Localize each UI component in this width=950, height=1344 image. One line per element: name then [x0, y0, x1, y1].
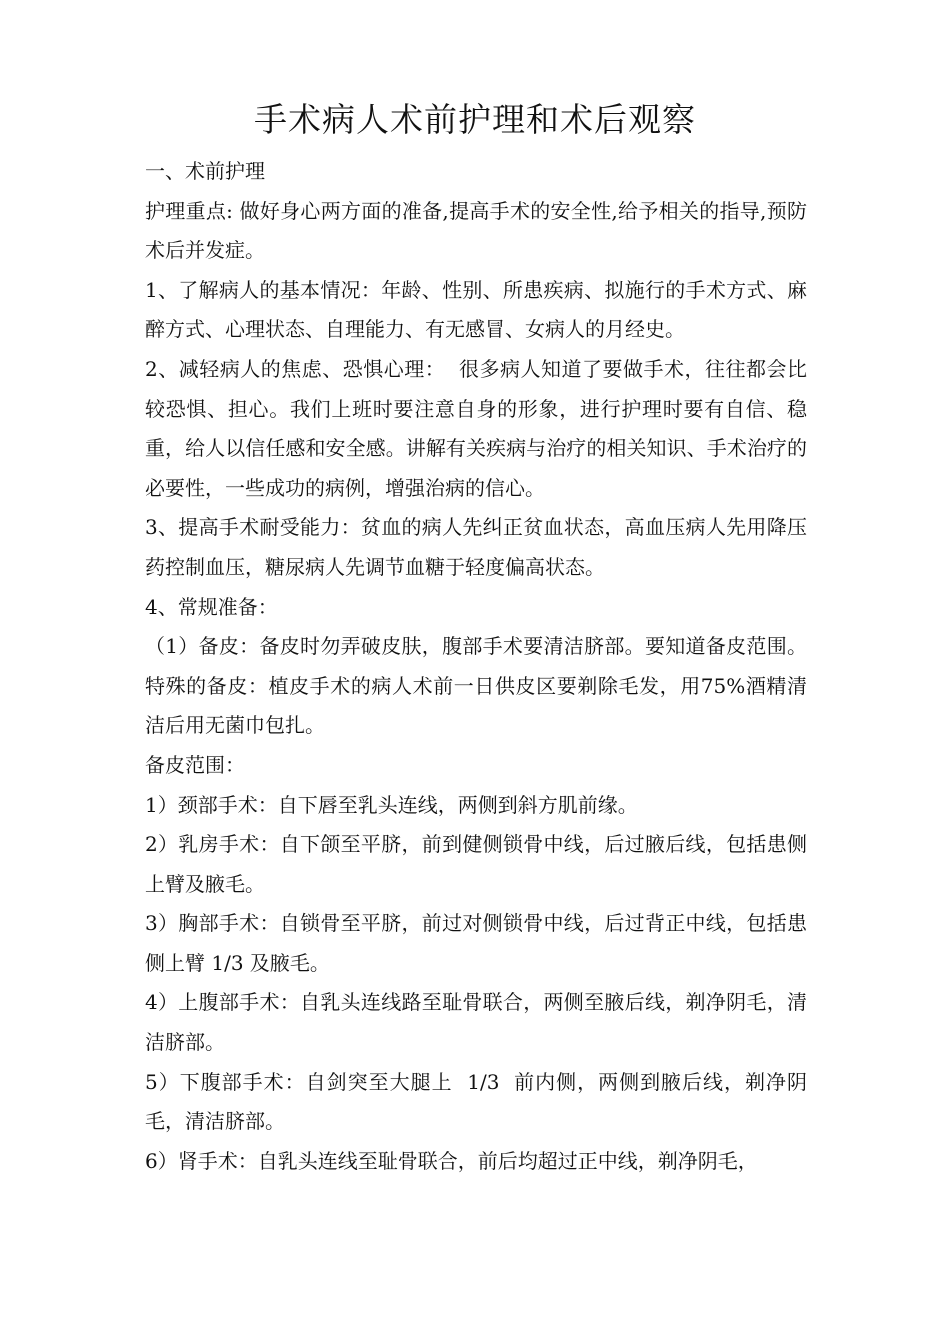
- paragraph-item-4: 4、常规准备：: [145, 594, 278, 619]
- paragraph-neck-surgery: 1）颈部手术：自下唇至乳头连线，两侧到斜方肌前缘。: [145, 792, 638, 817]
- paragraph-nursing-focus: 护理重点: 做好身心两方面的准备,提高手术的安全性,给予相关的指导,预防术后并发症。: [145, 198, 807, 263]
- paragraph-item-2: 2、减轻病人的焦虑、恐惧心理： 很多病人知道了要做手术，往往都会比较恐惧、担心。我们上班时要注意自身的形象，进行护理时要有自信、稳重，给人以信任感和安全感。讲解有关疾病与治疗的相关知识、手术治疗的必要性，一些成功的病例，增强治病的信心。: [145, 356, 807, 500]
- document-title: 手术病人术前护理和术后观察: [254, 100, 696, 139]
- paragraph-item-1: 1、了解病人的基本情况：年龄、性别、所患疾病、拟施行的手术方式、麻醉方式、心理状态、自理能力、有无感冒、女病人的月经史。: [145, 277, 807, 342]
- paragraph-upper-abdomen-surgery: 4）上腹部手术：自乳头连线路至耻骨联合，两侧至腋后线，剃净阴毛，清洁脐部。: [145, 990, 807, 1055]
- paragraph-chest-surgery: 3）胸部手术：自锁骨至平脐，前过对侧锁骨中线，后过背正中线，包括患侧上臂 1/3 及腋毛。: [145, 911, 807, 975]
- paragraph-item-3: 3、提高手术耐受能力：贫血的病人先纠正贫血状态，高血压病人先用降压药控制血压，糖尿病人先调节血糖于轻度偏高状态。: [145, 515, 807, 579]
- section-heading-preop: 一、术前护理: [145, 159, 265, 183]
- paragraph-kidney-surgery: 6）肾手术：自乳头连线至耻骨联合，前后均超过正中线，剃净阴毛，: [145, 1148, 758, 1173]
- paragraph-skin-prep: （1）备皮：备皮时勿弄破皮肤，腹部手术要清洁脐部。要知道备皮范围。特殊的备皮：植皮手术的病人术前一日供皮区要剃除毛发，用75%酒精清洁后用无菌巾包扎。: [145, 634, 807, 738]
- paragraph-breast-surgery: 2）乳房手术：自下颌至平脐，前到健侧锁骨中线，后过腋后线，包括患侧上臂及腋毛。: [145, 832, 807, 896]
- paragraph-skin-prep-range: 备皮范围：: [145, 752, 245, 777]
- paragraph-lower-abdomen-surgery: 5）下腹部手术：自剑突至大腿上 1/3 前内侧，两侧到腋后线，剃净阴毛，清洁脐部。: [145, 1069, 807, 1134]
- document-body: [145, 152, 807, 1181]
